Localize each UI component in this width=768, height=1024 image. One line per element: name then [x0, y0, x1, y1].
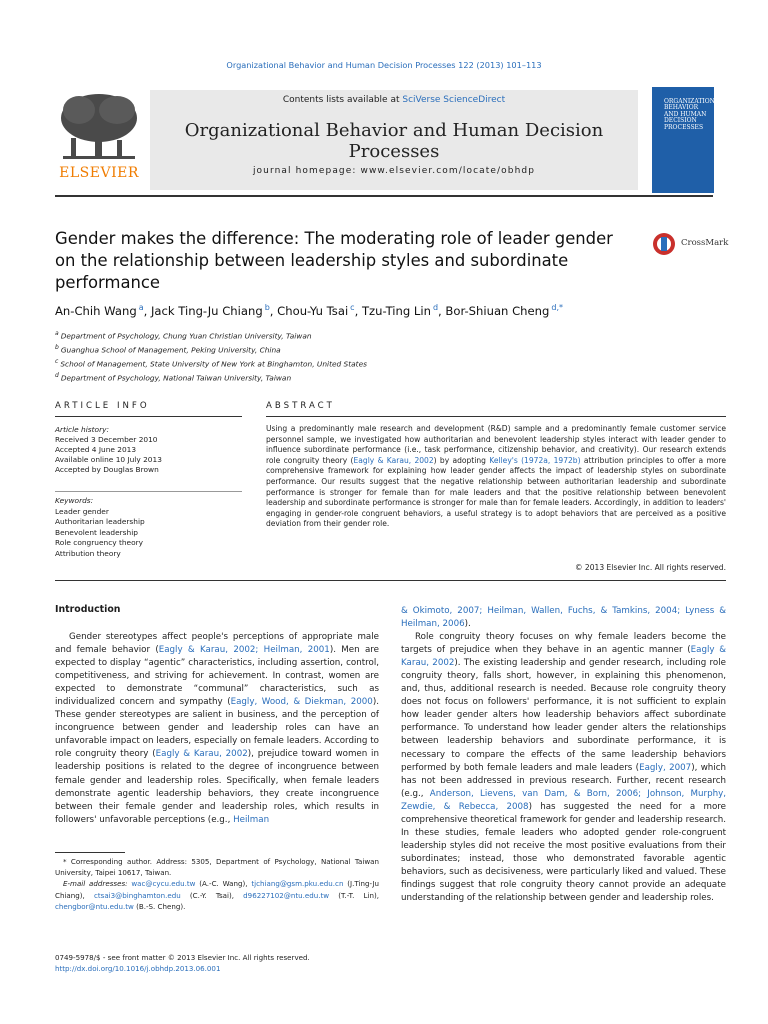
homepage-url[interactable]: www.elsevier.com/locate/obhdp	[360, 166, 536, 176]
author-separator: ,	[438, 303, 446, 318]
email-owner: (B.-S. Cheng).	[133, 901, 186, 911]
info-rule	[55, 416, 242, 417]
abstract-text-part: attribution principles to offer a more comprehensive framework for explaining how leader gender affects the impact of leadership styles on subordinate performance. Our results suggest that the negative relationship between authoritarian leadership and subordinate performance is stronger for female than for male leaders and that the positive relationship between benevolent leadership and subordinate performance is stronger for male than for female leaders. Accordingly, in addition to leaders' engaging in gender-role congruent behaviors, a useful strategy is to adopt behaviors that are perceived as a positive deviation from their gender role.	[266, 455, 726, 529]
affiliation-marker: b	[55, 343, 59, 351]
body-text: Gender stereotypes affect people's perceptions of appropriate male and female behavior (	[55, 632, 379, 656]
affiliation-text: Department of Psychology, National Taiwan University, Taiwan	[60, 373, 292, 383]
citation-link[interactable]: Eagly, 2007	[639, 762, 692, 773]
author-affiliation-marker[interactable]: d,*	[551, 303, 563, 312]
email-link[interactable]: wac@cycu.edu.tw	[131, 879, 196, 889]
keywords-rule	[55, 491, 242, 492]
publication-info	[55, 952, 379, 974]
email-link[interactable]: tjchiang@gsm.pku.edu.cn	[251, 879, 344, 889]
abstract-text-part: Using a predominantly male research and development (R&D) sample and a predominantly female customer service personnel sample, we investigated how authoritarian and benevolent leadership styles interact with leader gender to influence subordinate performance (i.e., task performance, citizenship behavior, and creativity). Our research extends role congruity theory (	[266, 424, 726, 465]
email-link[interactable]: d96227102@ntu.edu.tw	[243, 890, 330, 900]
body-column-right	[401, 605, 726, 905]
crossmark-icon	[652, 232, 676, 256]
email-link[interactable]: ctsai3@binghamton.edu	[93, 890, 181, 900]
history-item: Received 3 December 2010	[55, 435, 158, 445]
body-text: ). Men are expected to display “agentic” characteristics, including assertion, control, competitiveness, and striving for achievement. In contrast, women are expected to demonstrate “communal” characteristics, such as individualized concern and sympathy (	[55, 645, 379, 708]
abstract-bottom-rule	[55, 580, 726, 581]
email-addresses	[55, 878, 379, 912]
author-name: Jack Ting-Ju Chiang	[150, 303, 263, 318]
body-column-left	[55, 631, 379, 827]
corresponding-author: * Corresponding author. Address: 5305, Department of Psychology, National Taiwan University, Taipei 10617, Taiwan.	[55, 857, 379, 878]
intro-paragraph-1-continued	[401, 605, 726, 631]
author-affiliation-marker[interactable]: d	[432, 303, 439, 312]
author-name: Chou-Yu Tsai	[277, 303, 349, 318]
cover-title: ORGANIZATIONAL BEHAVIOR AND HUMAN DECISION PROCESSES	[664, 98, 724, 131]
email-owner: (J.Ting-Ju Chiang),	[55, 879, 380, 900]
contents-line	[150, 95, 638, 105]
citation-link[interactable]: & Okimoto, 2007; Heilman, Wallen, Fuchs, & Tamkins, 2004; Lyness & Heilman, 2006	[401, 606, 726, 630]
doi-link[interactable]: http://dx.doi.org/10.1016/j.obhdp.2013.06.001	[55, 964, 221, 974]
body-text: ) has suggested the need for a more comprehensive theoretical framework for gender and leadership research. In these studies, female leaders who adopted gender role-congruent leadership styles did not receive the most positive evaluations from their subordinates; instead, those who demonstrated favorable agentic behaviors, such as decisiveness, were particularly liked and valued. These findings suggest that role congruity theory cannot provide an adequate understanding of the relationship between gender and leadership roles.	[401, 801, 726, 904]
history-label: Article history:	[55, 425, 109, 434]
introduction-heading: Introduction	[55, 604, 121, 615]
author-separator: ,	[143, 303, 151, 318]
crossmark-badge[interactable]	[652, 232, 732, 256]
footnote-rule	[55, 852, 125, 853]
intro-paragraph-2	[401, 631, 726, 905]
abstract-heading: ABSTRACT	[266, 401, 335, 411]
journal-homepage	[150, 166, 638, 176]
body-text: ). These gender stereotypes are salient in business, and the perception of incongruence between gender and leadership roles can have an unfavorable impact on leaders, especially on female leaders. According to role congruity theory (	[55, 697, 379, 760]
abstract-copyright: © 2013 Elsevier Inc. All rights reserved.	[574, 563, 726, 572]
crossmark-label: CrossMark	[681, 238, 729, 248]
citation-link[interactable]: Eagly & Karau, 2002; Heilman, 2001	[158, 645, 330, 656]
history-item: Accepted 4 June 2013	[55, 445, 137, 455]
body-text: ), which has not been addressed in previous research. Further, recent research (e.g.,	[401, 762, 726, 799]
intro-paragraph-1	[55, 631, 379, 827]
author-separator: ,	[269, 303, 278, 318]
keyword: Benevolent leadership	[55, 527, 138, 537]
author-separator: ,	[354, 303, 362, 318]
email-owner: (A.-C. Wang),	[195, 879, 252, 889]
affiliation-item	[55, 328, 455, 342]
email-owner: (T.-T. Lin),	[329, 890, 379, 900]
elsevier-wordmark: ELSEVIER	[59, 165, 139, 181]
affiliations	[55, 328, 455, 384]
author-list	[55, 303, 715, 318]
running-header: Organizational Behavior and Human Decision Processes 122 (2013) 101–113	[226, 60, 542, 70]
citation-link[interactable]: Eagly & Karau, 2002	[353, 455, 434, 465]
homepage-prefix: journal homepage:	[252, 166, 361, 176]
affiliation-marker: a	[55, 330, 59, 337]
keyword: Leader gender	[55, 506, 109, 516]
body-text: Role congruity theory focuses on why female leaders become the targets of prejudice when they behave in an agentic manner (	[401, 632, 726, 656]
affiliation-text: Guanghua School of Management, Peking University, China	[60, 345, 281, 355]
footnote	[55, 856, 379, 912]
history-item: Available online 10 July 2013	[55, 455, 162, 465]
affiliation-marker: c	[55, 357, 59, 365]
author-name: Bor-Shiuan Cheng	[445, 303, 550, 318]
affiliation-text: School of Management, State University of New York at Binghamton, United States	[60, 359, 367, 369]
citation-link: Heilman	[233, 814, 270, 825]
affiliation-text: Department of Psychology, Chung Yuan Christian University, Taiwan	[60, 331, 312, 341]
keyword: Authoritarian leadership	[55, 517, 145, 527]
affiliation-item	[55, 370, 455, 384]
history-item: Accepted by Douglas Brown	[55, 465, 159, 475]
abstract-text	[266, 424, 726, 530]
contents-prefix: Contents lists available at	[282, 95, 403, 105]
affiliation-marker: d	[55, 371, 59, 379]
article-title: Gender makes the difference: The moderating role of leader gender on the relationship between leadership styles and subordinate performance	[55, 229, 613, 292]
abstract-rule	[266, 416, 726, 417]
abstract-text-part: ) by adopting	[433, 455, 490, 465]
email-label: E-mail addresses:	[63, 879, 132, 889]
header-rule	[55, 195, 713, 197]
email-link[interactable]: chengbor@ntu.edu.tw	[55, 901, 134, 911]
issn-line: 0749-5978/$ - see front matter © 2013 Elsevier Inc. All rights reserved.	[55, 953, 310, 962]
author-name: Tzu-Ting Lin	[361, 303, 431, 318]
citation-link[interactable]: Eagly & Karau, 2002	[155, 749, 248, 760]
body-text: ).	[464, 619, 471, 630]
email-owner: (C.-Y. Tsai),	[180, 890, 244, 900]
body-text: ). The existing leadership and gender research, including role congruity theory, falls short, however, in explaining this phenomenon, and, thus, additional research is needed. Because role congruity theory does not focus on followers' performance, it is not sufficient to explain how leader gender alters how leadership behaviors affect subordinate performance. To understand how leader gender alters the relationships between leadership behaviors and subordinate performance, it is necessary to compare the effects of the same leadership behaviors performed by both female leaders and male leaders (	[401, 658, 726, 773]
article-history	[55, 425, 245, 475]
affiliation-item	[55, 356, 455, 370]
citation-link[interactable]: Eagly, Wood, & Diekman, 2000	[230, 697, 373, 708]
citation-link[interactable]: Anderson, Lievens, van Dam, & Born, 2006; Johnson, Murphy, Zewdie, & Rebecca, 2008	[401, 788, 727, 812]
citation-link[interactable]: Eagly & Karau, 2002	[401, 645, 726, 669]
keywords-label: Keywords:	[55, 496, 94, 505]
journal-title: Organizational Behavior and Human Decision Processes	[184, 120, 604, 162]
journal-cover-image	[652, 87, 724, 193]
author-affiliation-marker[interactable]: a	[138, 303, 144, 312]
affiliation-item	[55, 342, 455, 356]
author-name: An-Chih Wang	[55, 303, 137, 318]
article-info-heading: ARTICLE INFO	[55, 401, 150, 411]
sciencedirect-link[interactable]: SciVerse ScienceDirect	[402, 95, 506, 105]
keywords	[55, 496, 245, 560]
author-affiliation-marker[interactable]: c	[350, 303, 355, 312]
keyword: Attribution theory	[55, 548, 121, 558]
citation-link[interactable]: Kelley's (1972a, 1972b)	[489, 455, 581, 465]
keyword: Role congruency theory	[55, 538, 144, 548]
author-affiliation-marker[interactable]: b	[264, 303, 270, 312]
body-text: ), prejudice toward women in leadership positions is related to the degree of incongruence between female gender and leadership roles. Specifically, when female leaders demonstrate agentic leadership behaviors, they create incongruence between their female gender and leadership roles, which results in followers' unfavorable perceptions (e.g.,	[55, 749, 379, 825]
